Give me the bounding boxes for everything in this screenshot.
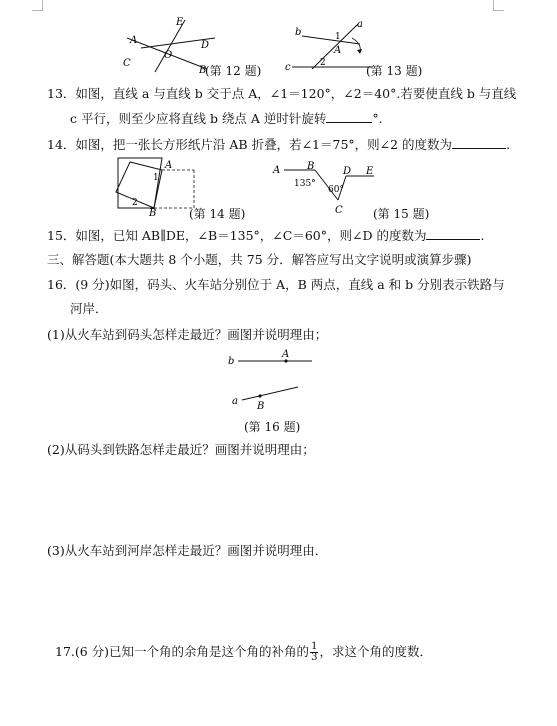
q17-line — [55, 642, 432, 663]
figure-16-caption: (第 16 题) — [244, 420, 301, 434]
fig14-angle-1: 1 — [153, 173, 159, 183]
q17-text: 17.(6 分)已知一个角的余角是这个角的补角的 — [55, 644, 310, 659]
fig16-label-point-b: B — [257, 401, 265, 412]
fig14-label-b: B — [149, 208, 157, 218]
fig15-angle-b: 135° — [294, 179, 316, 189]
figure-15 — [270, 160, 390, 216]
figure-14 — [110, 156, 200, 218]
fig14-label-a: A — [165, 160, 173, 171]
q15-text: 15．如图，已知 AB∥DE，∠B＝135°，∠C＝60°，则∠D 的度数为 — [47, 228, 427, 243]
q16-line1: 16．(9 分)如图，码头、火车站分别位于 A，B 两点，直线 a 和 b 分别表示铁路与 — [47, 277, 505, 292]
figure-15-caption: (第 15 题) — [373, 207, 430, 221]
fig13-label-b-line: b — [295, 27, 302, 38]
q13-answer-blank[interactable] — [326, 110, 372, 123]
fig13-angle-2: 2 — [320, 58, 326, 68]
fig14-angle-2: 2 — [132, 198, 138, 208]
fig12-label-o: O — [164, 50, 173, 61]
q13-line2-end: °. — [372, 111, 383, 126]
fig13-angle-1: 1 — [335, 32, 341, 42]
fig13-label-point-a: A — [334, 45, 342, 56]
q16-sub3: (3)从火车站到河岸怎样走最近？画图并说明理由． — [47, 543, 328, 558]
q16-sub2: (2)从码头到铁路怎样走最近？画图并说明理由； — [47, 442, 315, 457]
figure-14-caption: (第 14 题) — [189, 207, 246, 221]
fig13-label-c-line: c — [285, 62, 291, 73]
fig16-label-b-line: b — [228, 356, 235, 367]
fig12-label-e: E — [176, 17, 184, 28]
fig12-label-a: A — [130, 35, 138, 46]
fig15-label-c: C — [335, 205, 343, 216]
figure-13-caption: (第 13 题) — [366, 64, 423, 78]
page-corner-mark-left — [32, 0, 43, 11]
fig15-label-b: B — [307, 161, 315, 172]
fig12-label-d: D — [201, 40, 210, 51]
q13-line2-text: c 平行，则至少应将直线 b 绕点 A 逆时针旋转 — [70, 111, 327, 126]
q15-end: . — [480, 228, 485, 243]
fig16-label-a-line: a — [232, 396, 238, 407]
q15-line — [47, 227, 484, 244]
q14-answer-blank[interactable] — [452, 136, 506, 149]
q17-fraction-numerator: 1 — [311, 641, 318, 652]
q14-end: . — [506, 137, 511, 152]
page-corner-mark-right — [493, 0, 504, 11]
q15-answer-blank[interactable] — [426, 227, 480, 240]
fig15-label-e: E — [366, 166, 374, 177]
q14-text: 14．如图，把一张长方形纸片沿 AB 折叠，若∠1＝75°，则∠2 的度数为 — [47, 137, 453, 152]
q16-line2: 河岸． — [70, 301, 108, 316]
fig15-angle-c: 60° — [328, 185, 344, 195]
q17-fraction — [310, 642, 318, 663]
figure-12-caption: (第 12 题) — [205, 64, 262, 78]
q17-text-end: ，求这个角的度数． — [319, 644, 432, 659]
fig12-label-b: B — [199, 65, 207, 76]
fig13-label-a-line: a — [357, 19, 363, 30]
fig15-label-a: A — [273, 165, 281, 176]
q17-fraction-denominator: 3 — [311, 652, 318, 663]
section-3-heading: 三、解答题(本大题共 8 个小题，共 75 分．解答应写出文字说明或演算步骤) — [47, 252, 472, 267]
q13-line2 — [70, 110, 383, 127]
q13-line1: 13．如图，直线 a 与直线 b 交于点 A，∠1＝120°，∠2＝40°.若要使直线 b 与直线 — [47, 86, 517, 101]
q16-sub1: (1)从火车站到码头怎样走最近？画图并说明理由； — [47, 327, 328, 342]
fig12-label-c: C — [123, 58, 131, 69]
figure-16 — [220, 345, 330, 413]
q14-line — [47, 136, 510, 153]
fig15-label-d: D — [343, 166, 352, 177]
fig16-label-point-a: A — [282, 349, 290, 360]
